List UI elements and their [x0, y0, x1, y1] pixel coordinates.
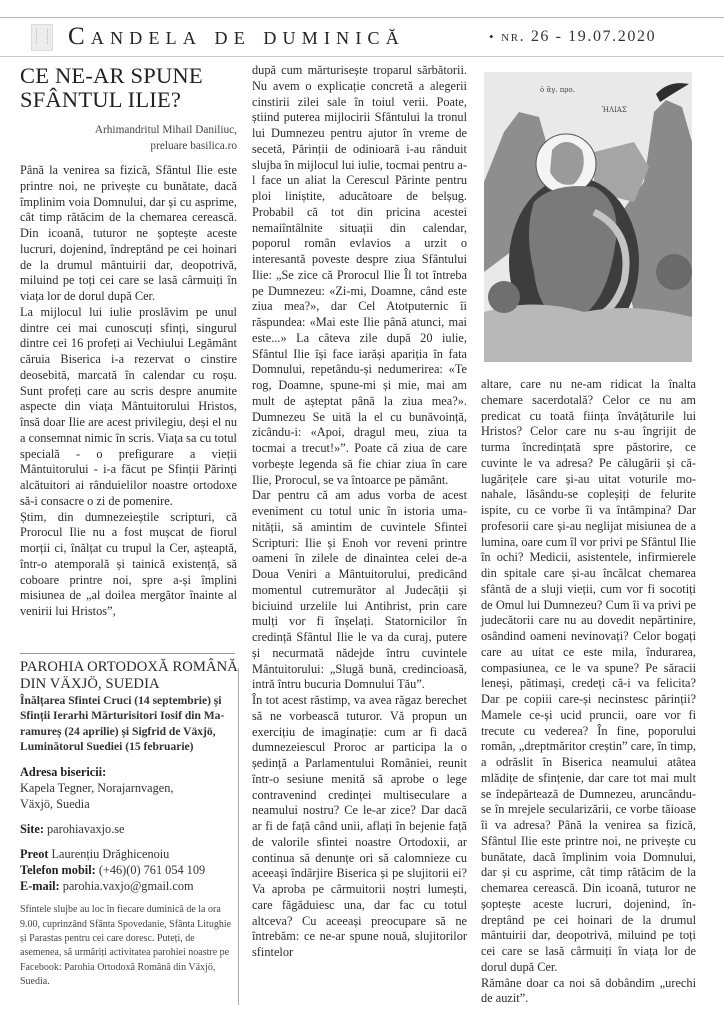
section-divider: [20, 653, 235, 654]
parish-title: [20, 659, 238, 693]
icon-illustration: [484, 72, 692, 362]
issue-number-date: nr. 26 - 19.07.2020: [501, 28, 657, 45]
inscription-right: ἩΛΙΑΣ: [602, 106, 627, 114]
prophet-elijah-icon-image: [484, 72, 692, 362]
priest-name: Laurențiu Drăghicenoiu: [51, 847, 170, 862]
paragraph: În tot acest răstimp, va avea răgaz berechet să ne vorbească tuturor. Vă propun un exercițiu de imaginație: cum ar fi dacă dumnezeiescul Proroc ar participa la o ședință a Parlamentului României, reunit într-o sesiune menită să aprobe o lege contravenind credinței multiseculare a neamului nostru? Ce le-ar zice? Dar dacă ar fi de față când unii, aflați în bejenie față de valorile sfintei noastre Ortodoxii, ar continua să denunțe ori să calomnieze cu aceeași îndârjire Biserica și pe slujitorii ei? Va aproba pe cârmuitorii noștri lumești, care făgăduiesc una, dar fac cu totul altceva? Cu aceeași preocupare să ne întrebăm: ce ne-ar spune nouă, slujitorilor sfintelor: [252, 693, 467, 959]
phone-label: Telefon mobil:: [20, 863, 96, 878]
byline: [20, 122, 237, 154]
email-label: E-mail:: [20, 879, 60, 894]
masthead: [0, 17, 724, 57]
article-title-line-1: CE NE-AR SPUNE: [20, 63, 203, 88]
church-emblem-icon: [31, 24, 53, 51]
bullet-separator: •: [489, 29, 496, 44]
parish-box-rule: [238, 668, 239, 1005]
article-column-2: [252, 63, 467, 961]
paragraph: Rămâne doar ca noi să dobândim „urechi de auzit”.: [481, 975, 696, 1006]
site-label: Site: [20, 822, 40, 837]
bush-left: [488, 281, 520, 313]
ground-rocks: [484, 305, 692, 363]
inscription-left: ὁ ἅγ. προ.: [540, 86, 575, 94]
site-block: Site: parohiavaxjo.se: [20, 822, 125, 837]
address-line-1: Kapela Tegner, Norajarnvagen,: [20, 781, 174, 796]
paragraph: altare, care nu ne-am ridicat la înalta chemare sacerdotală? Celor ce nu am predicat cu toată ființa învățăturile lui Hristos? Celor care nu s-au îngrijit de turma încredințată spre păstorire, ce cuvinte le va adresa? Pe călugării și călugărițele care și-au uitat voturile monahale, lăsându-se copleșiți de felurite ispite, cu ce vorbe îi va întâmpina? Dar profesorii care și-au neglijat misiunea de a lumina, oare cum îl vor privi pe Sfântul Ilie în ochi? Medicii, asistentele, infirmierele din spitale care și-au încălcat chemarea sfântă de a sluji vieții, cum vor fi socotiți de Omul lui Dumnezeu? Cum îi va privi pe judecătorii care nu au dovedit nepărtinire, osândind oameni nevinovați? Celor bogați care au uitat ce este mila, îndurarea, compasiunea, ce le va spune? Pe săracii leneși, pătimași, credeți că-i va felicita? Dar pe copiii care-și necinstesc părinții? Mamele ce-și ucid pruncii, oare vor fi trecute cu vederea? În fine, poporului român, „dreptmăritor creștin” care, în timp, a odrăslit în Biserica neamului atâtea mlădițe de sfințenie, dar care tot mai mult se îndepărtează de Dumnezeu, aruncându-se în mrejele secularizării, ce vorbe tăioase îi va adresa? Până la venirea sa fizică, Sfântul Ilie este printre noi, ne privește cu bunătate, dacă împlinim voia Domnului, dar și cu asprime, cât timp rătăcim de la chemarea cerească. Din icoană, tuturor ne șoptește aceste lucruri, dojenind, îndreptând pe cei hoinari de la drumul mântuirii dar, deopotrivă, miluind pe toți cei care se lasă cârmuiți în viața lor de dorul după Cer.: [481, 377, 696, 974]
article-title: [20, 64, 237, 112]
article-title-line-2: SFÂNTUL ILIE?: [20, 87, 182, 112]
parish-info-box: [20, 659, 238, 990]
email-link[interactable]: parohia.vaxjo@gmail.com: [62, 879, 194, 894]
parish-patrons: Înălțarea Sfintei Cruci (14 septembrie) și Sfinții Ierarhi Mărturisitori Iosif din Maramureș (24 aprilie) și Sigfrid de Växjö, Luminătorul Suediei (15 februarie): [20, 695, 225, 753]
article-column-1: [20, 64, 237, 620]
site-link[interactable]: parohiavaxjo.se: [47, 822, 125, 837]
priest-label: Preot: [20, 847, 49, 862]
paragraph: La mijlocul lui iulie proslăvim pe unul dintre cei mai cunoscuți sfinți, singurul dintre cei 16 profeți ai Vechiului Legământ căruia Biserica i-a rezervat o cinstire deosebită, marcată în calendar cu roșu. Sunt profeți care au scris despre anumite aspecte din viața Mântuitorului Hristos, însă doar Ilie are acest privilegiu, deși el nu a consemnat nimic în scris. Viața sa cu totul specială - o prefigurare a vieții Mântuitorului - i-a făcut pe Sfinții Părinți alcătuitori ai rânduielilor noastre ortodoxe să-i consacre o zi de pomenire.: [20, 304, 237, 508]
source: preluare basilica.ro: [150, 140, 237, 152]
article-column-3: [481, 377, 696, 1007]
bush-right: [656, 254, 692, 290]
address-label: Adresa bisericii:: [20, 765, 107, 780]
paragraph: după cum mărturisește troparul sărbătorii. Nu avem o explicație concretă a alegerii cinstirii zilei sale în toiul verii. Poate, știind puterea mijlocirii Sfântului la tronul lui Dumnezeu pentru ajutor în vreme de secetă, Părinții de odinioară i-au rânduit slujba în mijlocul lui iulie, tocmai pentru a-l face un aliat la Cerescul Părinte pentru ploi liniștite, aducătoare de belșug. Probabil că tot din pricina acestei nemaiîntâlnite situații din calendar, poporul român evlavios a urzit o interesantă poveste despre ziua Sfântului Ilie: „Se zice că Prorocul Ilie Îl tot întreba pe Dumnezeu: «Zi-mi, Doamne, când este ziua mea?», dar Cel Atotputernic îi răspundea: «Mai este Ilie până atunci, mai este...» La câteva zile după 20 iulie, Sfântul Ilie își face iarăși apariția în fata Domnului, repetându-și nedumerirea: «Te rog, Doamne, spune-mi și mie, mai am mult de așteptat până la ziua mea?». Dumnezeu Se uită la el cu bunăvoință, zicându-i: «Apoi, dragul meu, ziua ta tocmai a trecut!»”. Poate că ziua de care vorbește legenda să fie chiar ziua în care Ilie, Prorocul, se va întoarce pe pământ.: [252, 63, 467, 487]
parish-title-line-1: PAROHIA ORTODOXĂ ROMÂNĂ: [20, 659, 238, 675]
address-line-2: Växjö, Suedia: [20, 797, 90, 812]
paragraph: Până la venirea sa fizică, Sfântul Ilie este printre noi, ne privește cu bunătate, dacă împlinim voia Domnului, dar și cu asprime, cât timp rătăcim de la chemarea cerească. Din icoană, tuturor ne șoptește aceste lucruri, dojenind, îndreptând pe cei hoinari de la drumul mântuirii dar, deopotrivă, miluind pe toți cei care se lasă cârmuiți în viața lor de dorul după Cer.: [20, 163, 237, 303]
service-schedule-note: Sfintele slujbe au loc în fiecare duminică de la ora 9.00, cuprinzând Sfânta Spovedanie, Sfânta Litughie și Parastas pentru cei care doresc. Puteți, de asemenea, să urmăriți activitatea parohiei noastre pe Facebook: Parohia Ortodoxă Română din Växjö, Suedia.: [20, 904, 232, 988]
paragraph: Dar pentru că am adus vorba de acest eveniment cu totul unic în istoria umanității, să amintim de cuvintele Sfintei Scripturi: Ilie și Enoh vor reveni printre oameni în zilele de dinaintea celei de-a Doua Veniri a Mântuitorului, predicând momentul cutremurător al Judecății și biciuind urzelile lui Antihrist, prin care mulți vor fi înșelați. Statornicilor în credință Sfântul Ilie le va da curaj, putere și necurmată nădejde întru cuvintele Mântuitorului: „Slugă bună, credincioasă, intră întru bucuria Domnului Tău”.: [252, 488, 467, 692]
paragraph: Știm, din dumnezeieștile scripturi, că Prorocul Ilie nu a fost mușcat de fiorul morții ci, înălțat cu trupul la Cer, așteaptă, într-o atemporală și tainică existență, să coboare printre noi, spre a-și împlini misiunea de „al doilea mergător înainte al venirii lui Hristos”,: [20, 509, 237, 618]
parish-title-line-2: DIN VÄXJÖ, SUEDIA: [20, 676, 160, 692]
publication-title: Candela de duminică: [68, 23, 405, 50]
contact-block: [20, 846, 238, 894]
author: Arhimandritul Mihail Daniliuc,: [94, 124, 237, 136]
address-block: [20, 764, 238, 812]
phone-number[interactable]: (+46)(0) 761 054 109: [98, 863, 206, 878]
issue-info: [489, 28, 656, 46]
